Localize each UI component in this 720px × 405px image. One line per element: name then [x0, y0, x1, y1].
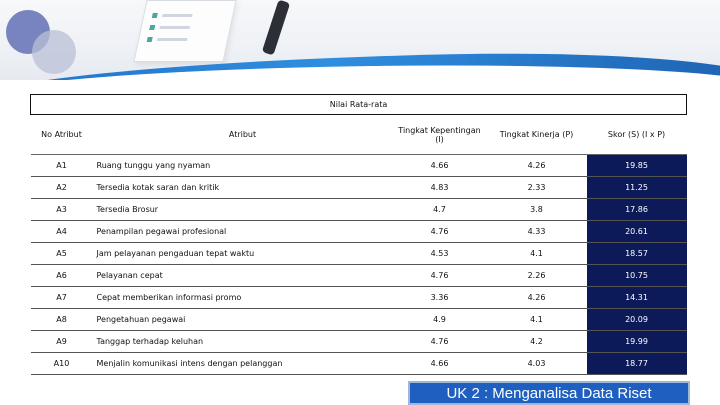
table-row [31, 331, 687, 353]
cell-kinerja: 4.03 [487, 353, 587, 375]
cell-kepentingan: 4.7 [393, 199, 487, 221]
cell-no: A5 [31, 243, 93, 265]
cell-atribut: Cepat memberikan informasi promo [93, 287, 393, 309]
table-row [31, 221, 687, 243]
pen-illustration-icon [262, 0, 290, 56]
cell-atribut: Jam pelayanan pengaduan tepat waktu [93, 243, 393, 265]
cell-kepentingan: 4.66 [393, 353, 487, 375]
header-kinerja: Tingkat Kinerja (P) [487, 115, 587, 155]
cell-kepentingan: 4.76 [393, 221, 487, 243]
header-banner [0, 0, 720, 80]
cell-kinerja: 2.33 [487, 177, 587, 199]
cell-skor: 20.61 [587, 221, 687, 243]
cell-no: A10 [31, 353, 93, 375]
cell-kinerja: 4.33 [487, 221, 587, 243]
cell-kinerja: 4.2 [487, 331, 587, 353]
cell-kinerja: 4.1 [487, 243, 587, 265]
cell-kinerja: 2.26 [487, 265, 587, 287]
table-row [31, 265, 687, 287]
cell-atribut: Tersedia kotak saran dan kritik [93, 177, 393, 199]
cell-no: A6 [31, 265, 93, 287]
cell-atribut: Tersedia Brosur [93, 199, 393, 221]
cell-skor: 10.75 [587, 265, 687, 287]
cell-skor: 14.31 [587, 287, 687, 309]
cell-atribut: Penampilan pegawai profesional [93, 221, 393, 243]
footer-title-badge: UK 2 : Menganalisa Data Riset [408, 381, 690, 405]
cell-atribut: Pelayanan cepat [93, 265, 393, 287]
table-row [31, 177, 687, 199]
cell-no: A9 [31, 331, 93, 353]
cell-atribut: Pengetahuan pegawai [93, 309, 393, 331]
tablet-illustration-icon [133, 0, 236, 62]
cell-kinerja: 4.1 [487, 309, 587, 331]
header-no-atribut: No Atribut [31, 115, 93, 155]
cell-skor: 18.77 [587, 353, 687, 375]
cell-atribut: Menjalin komunikasi intens dengan pelanggan [93, 353, 393, 375]
cell-skor: 20.09 [587, 309, 687, 331]
cell-kepentingan: 4.76 [393, 265, 487, 287]
cell-skor: 19.85 [587, 155, 687, 177]
cell-no: A1 [31, 155, 93, 177]
cell-skor: 19.99 [587, 331, 687, 353]
cell-no: A8 [31, 309, 93, 331]
cell-kepentingan: 3.36 [393, 287, 487, 309]
cell-kinerja: 4.26 [487, 287, 587, 309]
cell-no: A2 [31, 177, 93, 199]
cell-skor: 17.86 [587, 199, 687, 221]
cell-kinerja: 3.8 [487, 199, 587, 221]
cell-kepentingan: 4.66 [393, 155, 487, 177]
cell-kepentingan: 4.83 [393, 177, 487, 199]
header-atribut: Atribut [93, 115, 393, 155]
cell-kinerja: 4.26 [487, 155, 587, 177]
cell-skor: 18.57 [587, 243, 687, 265]
table-row [31, 353, 687, 375]
header-skor: Skor (S) (I x P) [587, 115, 687, 155]
table-caption: Nilai Rata-rata [31, 95, 687, 115]
score-table [30, 94, 687, 375]
cell-no: A3 [31, 199, 93, 221]
cell-atribut: Ruang tunggu yang nyaman [93, 155, 393, 177]
table-row [31, 243, 687, 265]
cell-kepentingan: 4.9 [393, 309, 487, 331]
cell-atribut: Tanggap terhadap keluhan [93, 331, 393, 353]
decorative-circle-icon [32, 30, 76, 74]
cell-no: A4 [31, 221, 93, 243]
cell-no: A7 [31, 287, 93, 309]
table-row [31, 309, 687, 331]
table-row [31, 287, 687, 309]
cell-kepentingan: 4.53 [393, 243, 487, 265]
table-row [31, 155, 687, 177]
table-row [31, 199, 687, 221]
cell-kepentingan: 4.76 [393, 331, 487, 353]
header-kepentingan: Tingkat Kepentingan (I) [393, 115, 487, 155]
score-table-container [30, 94, 686, 375]
cell-skor: 11.25 [587, 177, 687, 199]
